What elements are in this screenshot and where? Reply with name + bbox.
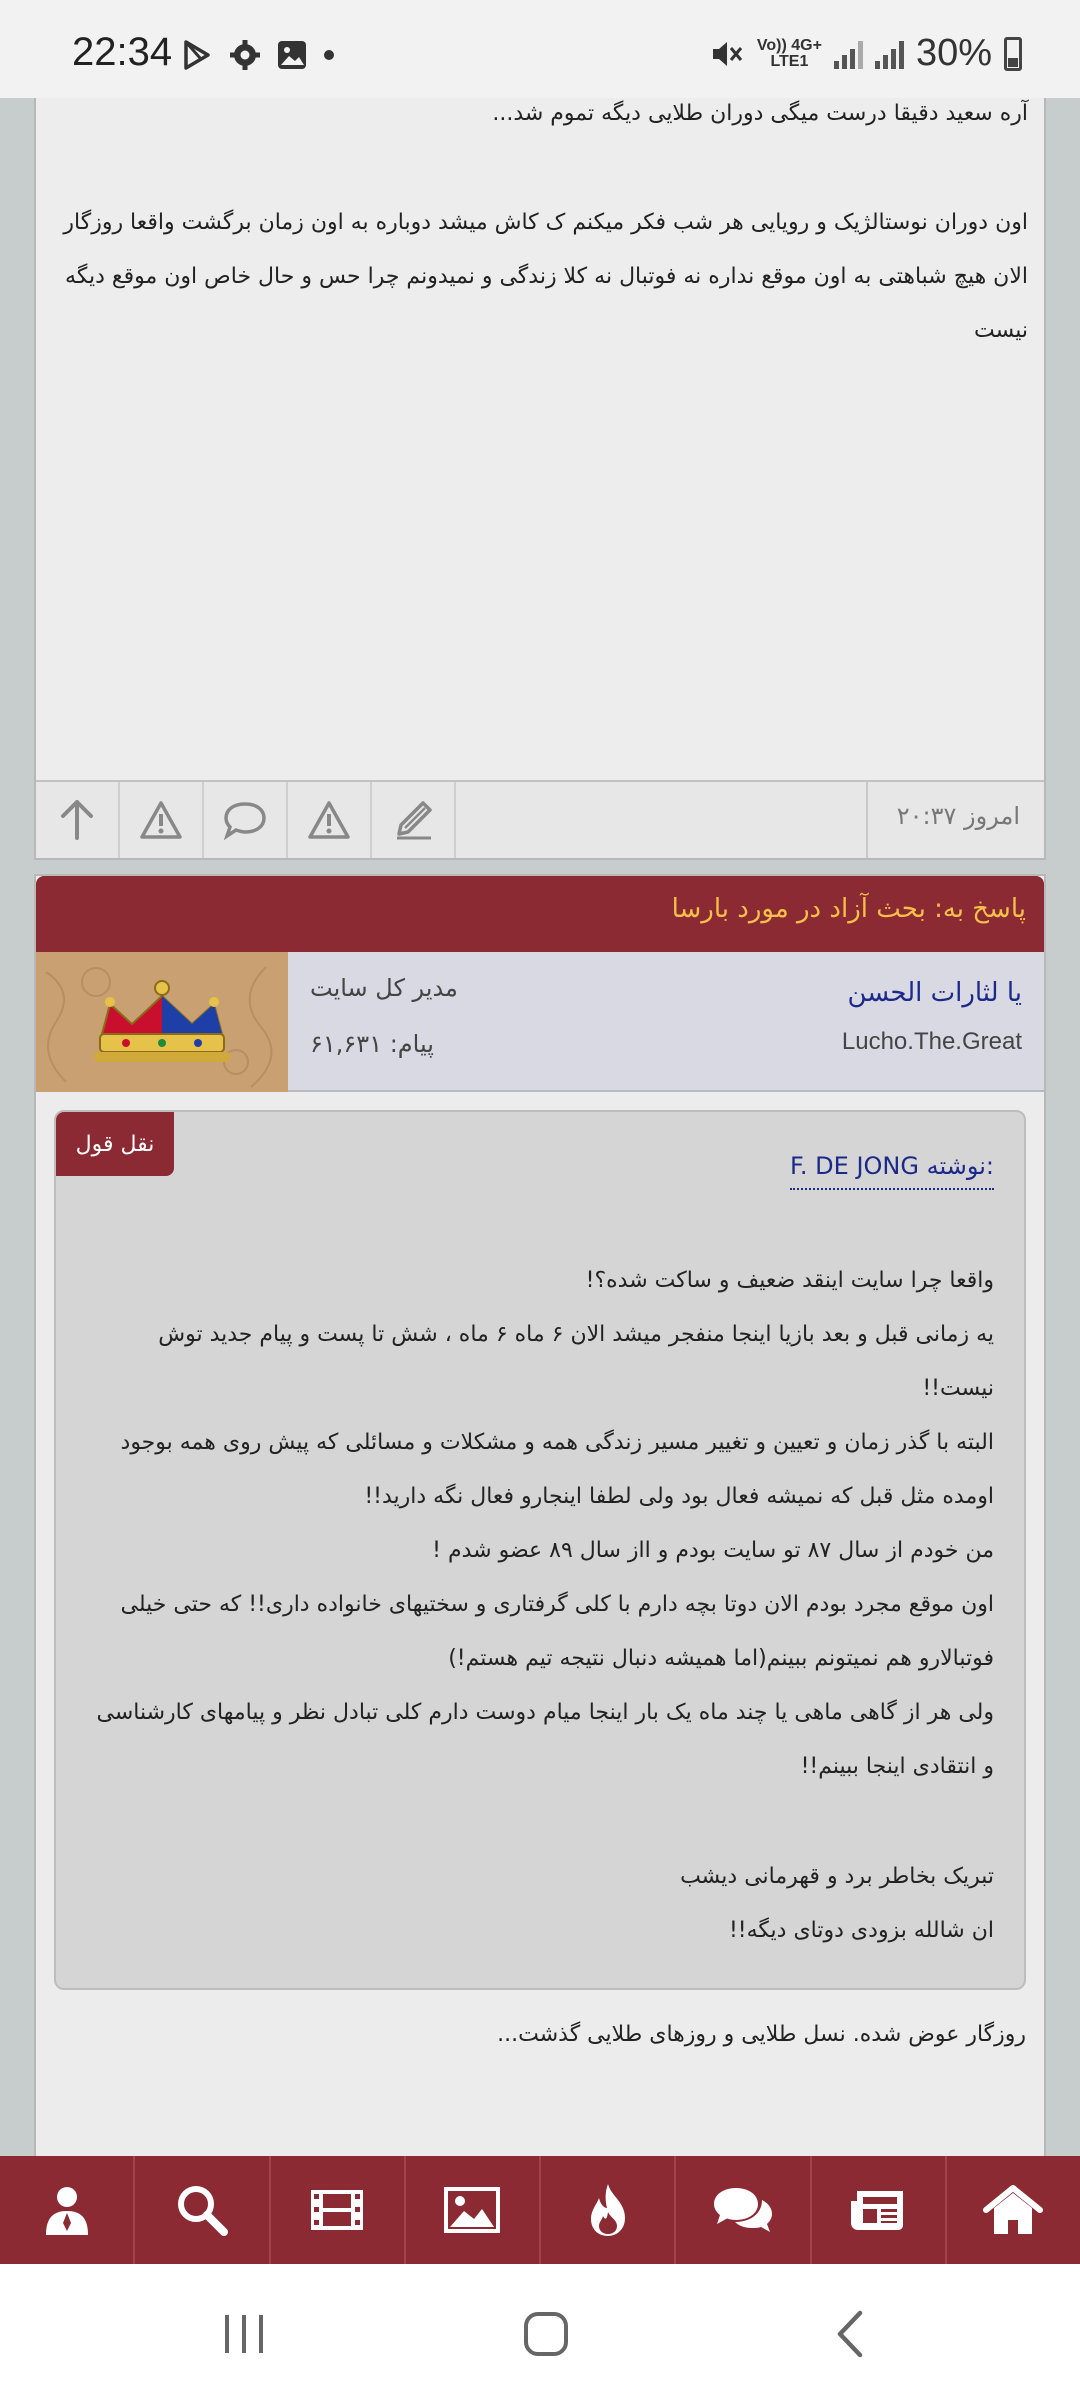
post-paragraph: آره سعید دقیقا درست میگی دوران طلایی دیگه تموم شد... bbox=[492, 101, 1028, 126]
post-card bbox=[34, 874, 1046, 2156]
quote-line: ولی هر از گاهی ماهی یا چند ماه یک بار اینجا میام دوست دارم کلی تبادل نظر و پیامهای کارشناسی و انتقادی اینجا ببینم!! bbox=[96, 1700, 994, 1779]
quote-line: البته با گذر زمان و تعیین و تغییر مسیر زندگی همه و مشکلات و مسائلی که پیش روی همه بوجود اومده مثل قبل که نمیشه فعال بود ولی لطفا اینجارو فعال نگه دارید!! bbox=[120, 1430, 994, 1509]
quote-line: یه زمانی قبل و بعد بازیا اینجا منفجر میشد الان ۶ ماه ۶ ماه ، شش تا پست و پیام جدید توش نیست!! bbox=[158, 1322, 994, 1401]
scroll-up-button[interactable] bbox=[36, 782, 120, 858]
quote-line: اون موقع مجرد بودم الان دوتا بچه دارم با کلی گرفتاری و سختیهای خانواده داری!! که حتی خیلی فوتبالارو هم نمیتونم ببینم(اما همیشه دنبال نتیجه تیم هستم!) bbox=[120, 1592, 994, 1671]
news-icon bbox=[849, 2187, 907, 2233]
comment-icon bbox=[222, 800, 268, 840]
play-store-icon bbox=[180, 38, 214, 72]
system-nav-bar bbox=[0, 2264, 1080, 2400]
status-time: 22:34 bbox=[72, 30, 173, 74]
quote-line bbox=[86, 1794, 994, 1850]
user-post-count: پیام: ۶۱,۶۳۱ bbox=[310, 1030, 434, 1058]
back-button[interactable] bbox=[810, 2304, 890, 2364]
post-title[interactable]: پاسخ به: بحث آزاد در مورد بارسا bbox=[671, 894, 1026, 924]
recent-apps-icon bbox=[219, 2311, 269, 2357]
settings-icon bbox=[228, 38, 262, 72]
user-title: Lucho.The.Great bbox=[841, 1028, 1022, 1055]
warn-button[interactable] bbox=[120, 782, 204, 858]
user-role: مدیر کل سایت bbox=[310, 974, 458, 1002]
home-circle-icon bbox=[521, 2309, 571, 2359]
search-icon bbox=[174, 2182, 230, 2238]
mute-icon bbox=[709, 37, 745, 71]
quote-block bbox=[54, 1110, 1026, 1990]
signal-icon bbox=[834, 39, 863, 69]
nav-home-button[interactable] bbox=[947, 2156, 1080, 2264]
quote-line: ان شالله بزودی دوتای دیگه!! bbox=[728, 1918, 994, 1943]
fire-icon bbox=[585, 2182, 631, 2238]
post-paragraph: اون دوران نوستالژیک و رویایی هر شب فکر میکنم ک کاش میشد دوباره به اون زمان برگشت واقعا روزگار الان هیچ شباهتی به اون موقع نداره نه فوتبال نه کلا زندگی و نمیدونم چرا حس و حال خاص اون موقع دیگه نیست bbox=[63, 210, 1028, 343]
battery-icon bbox=[1004, 37, 1022, 71]
home-icon bbox=[982, 2184, 1044, 2236]
battery-percent: 30% bbox=[915, 32, 992, 74]
edit-button[interactable] bbox=[372, 782, 456, 858]
thread-content[interactable] bbox=[0, 98, 1080, 2156]
nav-news-button[interactable] bbox=[812, 2156, 947, 2264]
post-card bbox=[34, 98, 1046, 860]
gallery-icon bbox=[276, 39, 308, 71]
avatar[interactable] bbox=[36, 952, 288, 1092]
reply-button[interactable] bbox=[204, 782, 288, 858]
home-system-button[interactable] bbox=[506, 2304, 586, 2364]
edit-icon bbox=[391, 798, 435, 842]
image-icon bbox=[444, 2187, 500, 2233]
nav-gallery-button[interactable] bbox=[406, 2156, 541, 2264]
video-icon bbox=[309, 2188, 365, 2232]
crown-icon bbox=[36, 952, 288, 1092]
user-info-bar bbox=[36, 952, 1044, 1092]
user-icon bbox=[42, 2183, 92, 2237]
post-time: امروز ۲۰:۳۷ bbox=[896, 802, 1020, 830]
report-icon bbox=[307, 800, 351, 840]
status-bar bbox=[0, 0, 1080, 98]
nav-profile-button[interactable] bbox=[0, 2156, 135, 2264]
nav-trending-button[interactable] bbox=[541, 2156, 676, 2264]
warning-icon bbox=[139, 800, 183, 840]
nav-chat-button[interactable] bbox=[676, 2156, 811, 2264]
back-icon bbox=[830, 2309, 870, 2359]
post-header bbox=[36, 876, 1044, 952]
report-button[interactable] bbox=[288, 782, 372, 858]
up-arrow-icon bbox=[57, 798, 97, 842]
quote-line: من خودم از سال ۸۷ تو سایت بودم و ااز سال ۸۹ عضو شدم ! bbox=[432, 1538, 994, 1563]
chat-icon bbox=[712, 2184, 774, 2236]
quote-text bbox=[86, 1254, 994, 1958]
bottom-nav bbox=[0, 2156, 1080, 2264]
signal-icon-2 bbox=[875, 39, 904, 69]
network-indicator: Vo)) 4G+ LTE1 bbox=[756, 36, 822, 70]
quote-label: نقل قول bbox=[56, 1112, 174, 1176]
post-paragraph bbox=[56, 138, 1028, 196]
nav-video-button[interactable] bbox=[271, 2156, 406, 2264]
recent-apps-button[interactable] bbox=[204, 2304, 284, 2364]
dot-icon bbox=[322, 48, 336, 62]
post-footer bbox=[36, 780, 1044, 858]
nav-search-button[interactable] bbox=[135, 2156, 270, 2264]
quote-line: واقعا چرا سایت اینقد ضعیف و ساکت شده؟! bbox=[585, 1268, 994, 1293]
quote-author-link[interactable]: F. DE JONG نوشته: bbox=[790, 1152, 994, 1190]
quote-line: تبریک بخاطر برد و قهرمانی دیشب bbox=[680, 1864, 994, 1889]
username-link[interactable]: یا لثارات الحسن bbox=[847, 978, 1022, 1008]
post-body-text: روزگار عوض شده. نسل طلایی و روزهای طلایی گذشت... bbox=[497, 2022, 1026, 2047]
